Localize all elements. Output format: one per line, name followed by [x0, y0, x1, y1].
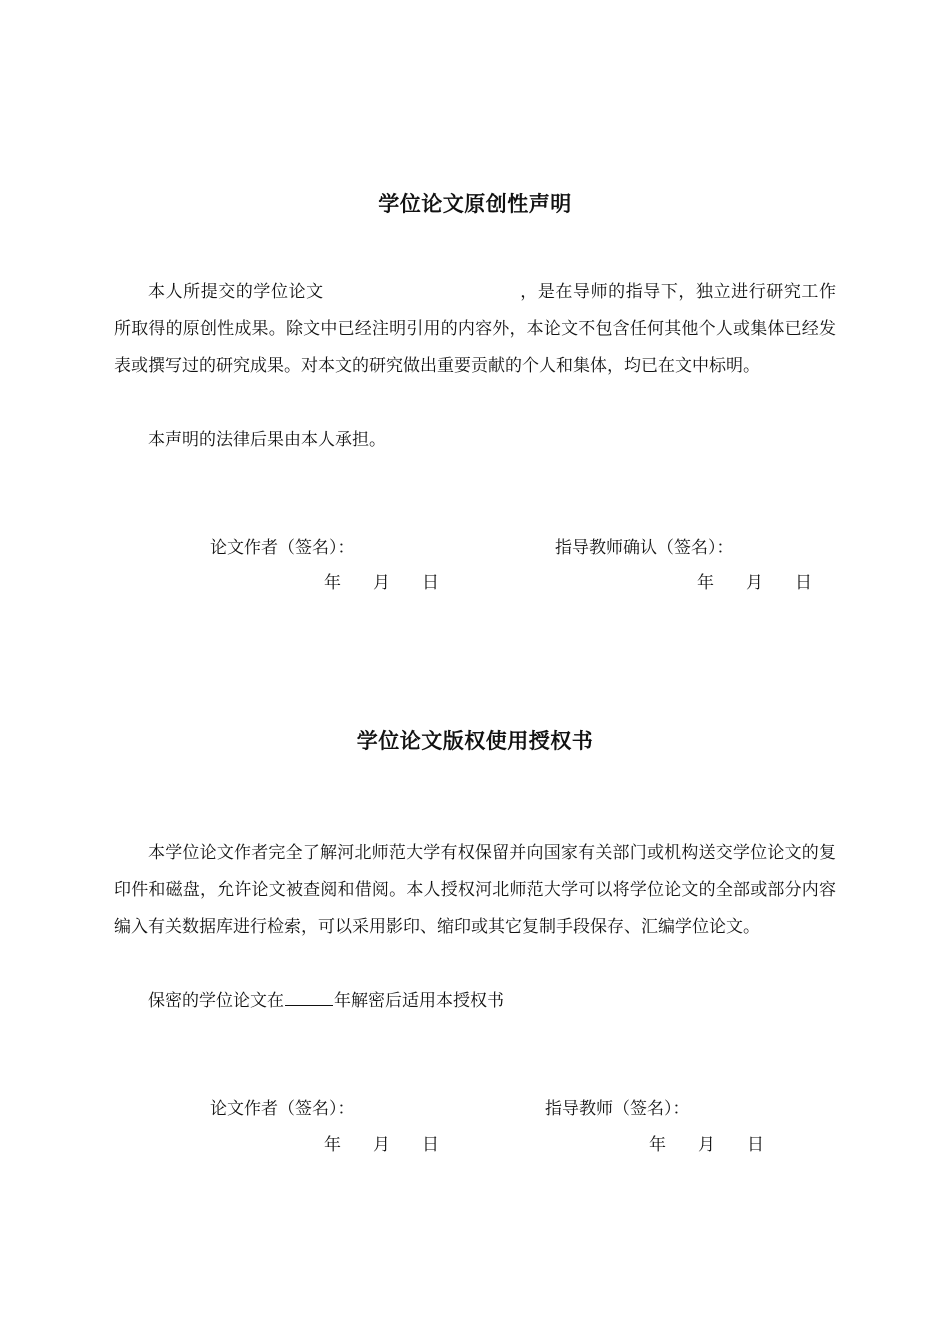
confidentiality-text-before-blank: 保密的学位论文在 — [148, 991, 284, 1011]
declaration-author-signature-label: 论文作者（签名）： — [210, 538, 355, 558]
declaration-advisor-signature-label: 指导教师确认（签名）： — [555, 538, 734, 558]
date-month: 月 — [746, 573, 763, 593]
date-year: 年 — [697, 573, 714, 593]
declaration-advisor-date — [697, 571, 812, 595]
date-day: 日 — [747, 1135, 764, 1155]
date-year: 年 — [649, 1135, 666, 1155]
authorization-advisor-signature-label: 指导教师（签名）： — [545, 1099, 690, 1119]
declaration-author-date — [324, 571, 439, 595]
declaration-text-before-blank: 本人所提交的学位论文 — [148, 282, 324, 302]
years-blank-underline — [285, 988, 333, 1006]
date-day: 日 — [422, 1135, 439, 1155]
authorization-author-date — [324, 1133, 439, 1157]
authorization-author-signature-label: 论文作者（签名）： — [210, 1099, 355, 1119]
authorization-advisor-date — [649, 1133, 764, 1157]
date-day: 日 — [795, 573, 812, 593]
date-year: 年 — [324, 1135, 341, 1155]
date-month: 月 — [698, 1135, 715, 1155]
declaration-text-after-blank: ，是在导师的指导下，独立进行研究工作所取得的原创性成果。除文中已经注明引用的内容外，本论文不包含任何其他个人或集体已经发表或撰写过的研究成果。对本文的研究做出重要贡献的个人和集体，均已在文中标明。 — [114, 282, 837, 376]
authorization-title: 学位论文版权使用授权书 — [356, 729, 594, 753]
declaration-title: 学位论文原创性声明 — [378, 192, 572, 216]
declaration-paragraph — [114, 274, 836, 385]
date-month: 月 — [373, 573, 390, 593]
declaration-liability-paragraph: 本声明的法律后果由本人承担。 — [148, 430, 386, 450]
confidentiality-text-after-blank: 年解密后适用本授权书 — [334, 991, 504, 1011]
date-month: 月 — [373, 1135, 390, 1155]
authorization-paragraph: 本学位论文作者完全了解河北师范大学有权保留并向国家有关部门或机构送交学位论文的复印件和磁盘，允许论文被查阅和借阅。本人授权河北师范大学可以将学位论文的全部或部分内容编入有关数据库进行检索，可以采用影印、缩印或其它复制手段保存、汇编学位论文。 — [114, 843, 836, 937]
date-day: 日 — [422, 573, 439, 593]
confidentiality-paragraph — [114, 983, 836, 1020]
date-year: 年 — [324, 573, 341, 593]
